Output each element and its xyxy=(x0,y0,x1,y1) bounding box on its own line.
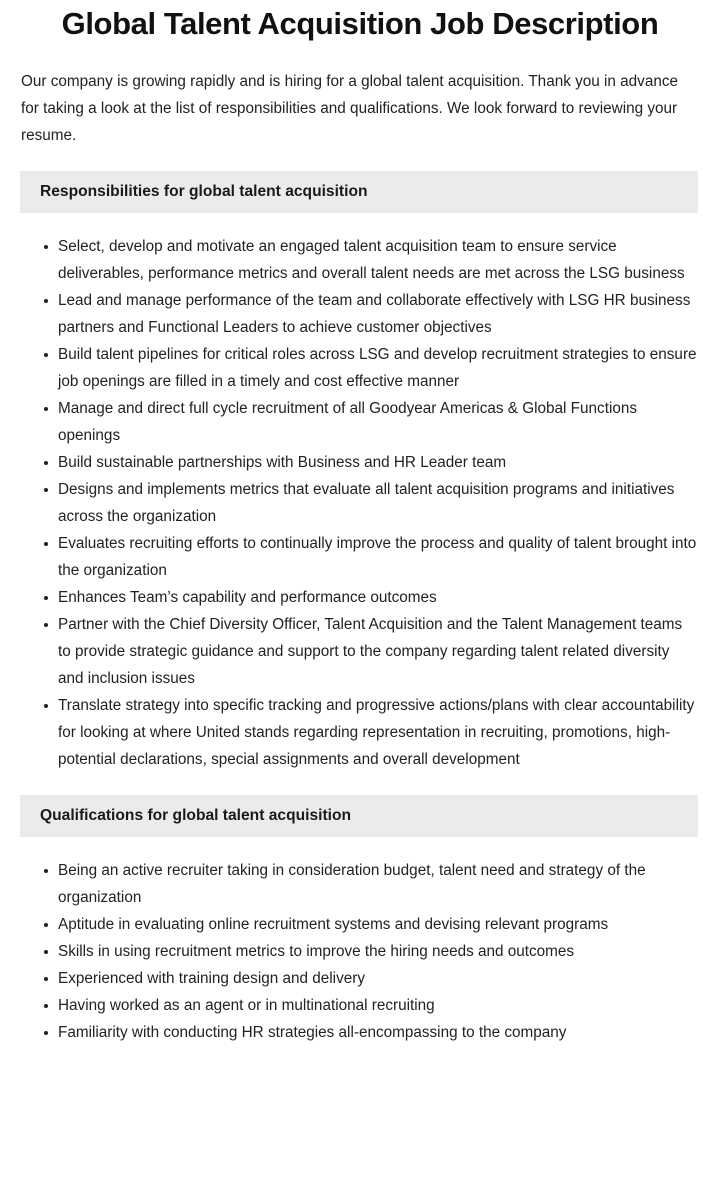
section-heading-qualifications: Qualifications for global talent acquisition xyxy=(20,795,698,837)
list-item: Evaluates recruiting efforts to continually improve the process and quality of talent brought into the organization xyxy=(44,530,698,584)
list-item: Build sustainable partnerships with Business and HR Leader team xyxy=(44,449,698,476)
list-item: Having worked as an agent or in multinational recruiting xyxy=(44,992,698,1019)
list-item: Manage and direct full cycle recruitment of all Goodyear Americas & Global Functions openings xyxy=(44,395,698,449)
section-responsibilities xyxy=(0,171,720,773)
section-qualifications xyxy=(0,795,720,1064)
list-item: Lead and manage performance of the team and collaborate effectively with LSG HR business partners and Functional Leaders to achieve customer objectives xyxy=(44,287,698,341)
intro-paragraph: Our company is growing rapidly and is hiring for a global talent acquisition. Thank you in advance for taking a look at the list of responsibilities and qualifications. We look forward to reviewing your resume. xyxy=(21,73,679,144)
section-heading-responsibilities: Responsibilities for global talent acquisition xyxy=(20,171,698,213)
list-item: Being an active recruiter taking in consideration budget, talent need and strategy of the organization xyxy=(44,857,698,911)
qualifications-list xyxy=(0,837,720,1064)
list-item: Enhances Team’s capability and performance outcomes xyxy=(44,584,698,611)
list-item: Experienced with training design and delivery xyxy=(44,965,698,992)
list-item: Aptitude in evaluating online recruitment systems and devising relevant programs xyxy=(44,911,698,938)
list-item: Partner with the Chief Diversity Officer, Talent Acquisition and the Talent Management teams to provide strategic guidance and support to the company regarding talent related diversity and inclusion issues xyxy=(44,611,698,692)
list-item: Select, develop and motivate an engaged talent acquisition team to ensure service deliverables, performance metrics and overall talent needs are met across the LSG business xyxy=(44,233,698,287)
list-item: Designs and implements metrics that evaluate all talent acquisition programs and initiatives across the organization xyxy=(44,476,698,530)
list-item: Translate strategy into specific tracking and progressive actions/plans with clear accountability for looking at where United stands regarding representation in recruiting, promotions, high-potential declarations, special assignments and overall development xyxy=(44,692,698,773)
list-item: Familiarity with conducting HR strategies all-encompassing to the company xyxy=(44,1019,698,1046)
page-title: Global Talent Acquisition Job Description xyxy=(61,6,659,41)
list-item: Build talent pipelines for critical roles across LSG and develop recruitment strategies to ensure job openings are filled in a timely and cost effective manner xyxy=(44,341,698,395)
responsibilities-list xyxy=(0,213,720,773)
list-item: Skills in using recruitment metrics to improve the hiring needs and outcomes xyxy=(44,938,698,965)
